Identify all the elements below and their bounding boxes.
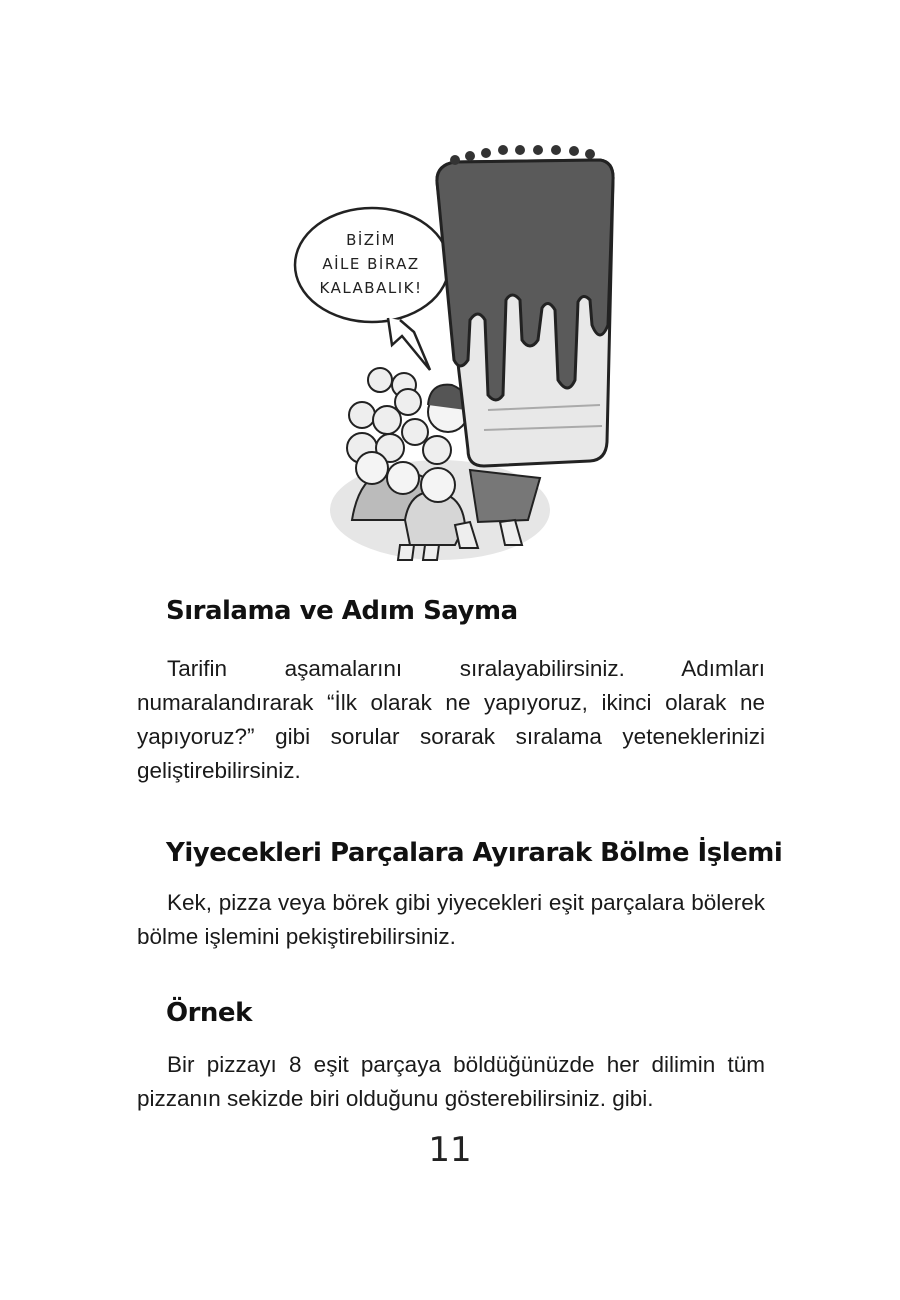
section-body-example (137, 1048, 765, 1116)
section-body-text: Bir pizzayı 8 eşit parçaya böldüğünüzde her dilimin tüm pizzanın sekizde biri olduğunu gösterebilirsiniz. gibi. (137, 1052, 765, 1111)
section-body-text: Tarifin aşamalarını sıralayabilirsiniz. Adımları numaralandırarak “İlk olarak ne yapıyoruz, ikinci olarak ne yapıyoruz?” gibi sorular sorarak sıralama yeteneklerinizi geliştirebilirsiniz. (137, 656, 765, 783)
cake-family-illustration (280, 130, 620, 580)
section-body-ordering (137, 652, 765, 788)
section-heading-ordering: Sıralama ve Adım Sayma (166, 596, 518, 626)
section-body-division (137, 886, 765, 954)
speech-bubble-line: AİLE BİRAZ (322, 255, 420, 273)
page-number: 11 (428, 1130, 472, 1170)
speech-bubble-text (296, 228, 446, 300)
speech-bubble-line: KALABALIK! (319, 279, 423, 297)
section-body-text: Kek, pizza veya börek gibi yiyecekleri eşit parçalara bölerek bölme işlemini pekiştirebilirsiniz. (137, 890, 765, 949)
speech-bubble-line: BİZİM (346, 231, 396, 249)
section-heading-example: Örnek (166, 998, 252, 1028)
section-heading-division: Yiyecekleri Parçalara Ayırarak Bölme İşlemi (166, 838, 783, 868)
giant-cake (437, 145, 613, 466)
